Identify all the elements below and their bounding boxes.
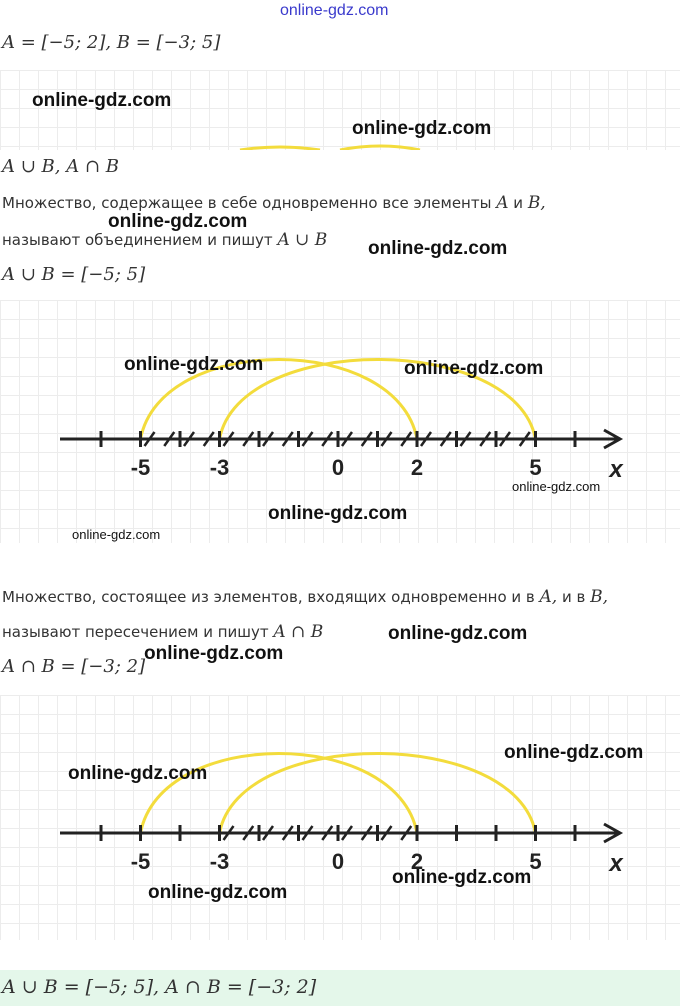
- intersection-symbol: A ∩ B: [273, 622, 324, 642]
- watermark[interactable]: online-gdz.com: [32, 90, 172, 111]
- answer-box: [0, 970, 680, 1006]
- axis-label-x: x: [609, 850, 623, 877]
- watermark[interactable]: online-gdz.com: [388, 623, 528, 644]
- tick-label: 5: [529, 455, 542, 480]
- watermark[interactable]: online-gdz.com: [68, 763, 208, 784]
- set-a-symbol: A,: [539, 587, 558, 607]
- sets-definition: A = [−5; 2], B = [−3; 5]: [2, 32, 221, 53]
- tick-label: -5: [130, 455, 151, 480]
- tick-label: 5: [529, 849, 542, 874]
- axis-label-x: x: [609, 456, 623, 483]
- intersection-paragraph-text: Множество, состоящее из элементов, входящих одновременно и в: [2, 588, 535, 606]
- intersection-paragraph-line2: [2, 622, 323, 642]
- tick-label: -5: [130, 849, 151, 874]
- union-result: A ∪ B = [−5; 5]: [2, 264, 146, 285]
- union-paragraph-line1: [2, 193, 546, 213]
- watermark[interactable]: online-gdz.com: [392, 867, 532, 888]
- watermark[interactable]: online-gdz.com: [404, 358, 544, 379]
- task-line: A ∪ B, A ∩ B: [2, 156, 119, 177]
- watermark[interactable]: online-gdz.com: [148, 882, 288, 903]
- tick-label: -3: [209, 849, 230, 874]
- intersection-paragraph-text: называют пересечением и пишут: [2, 623, 269, 641]
- tick-label: 0: [331, 849, 345, 874]
- watermark[interactable]: online-gdz.com: [268, 503, 408, 524]
- watermark[interactable]: online-gdz.com: [72, 527, 161, 542]
- conjunction: и в: [562, 588, 586, 606]
- union-paragraph-text: называют объединением и пишут: [2, 231, 273, 249]
- answer-text: A ∪ B = [−5; 5], A ∩ B = [−3; 2]: [2, 976, 317, 998]
- watermark[interactable]: online-gdz.com: [504, 742, 644, 763]
- intersection-number-line: [0, 695, 680, 940]
- conjunction: и: [513, 194, 524, 212]
- tick-label: 2: [410, 455, 424, 480]
- set-b-symbol: B,: [590, 587, 609, 607]
- tick-label: -3: [209, 455, 230, 480]
- watermark[interactable]: online-gdz.com: [124, 354, 264, 375]
- tick-label: 2: [410, 849, 424, 874]
- union-paragraph-line2: [2, 230, 327, 250]
- watermark[interactable]: online-gdz.com: [144, 643, 284, 664]
- set-a-symbol: A: [496, 193, 509, 213]
- tick-label: 0: [331, 455, 345, 480]
- watermark[interactable]: online-gdz.com: [108, 211, 248, 232]
- intersection-paragraph-line1: [2, 587, 608, 607]
- watermark[interactable]: online-gdz.com: [352, 118, 492, 139]
- intersection-result: A ∩ B = [−3; 2]: [2, 656, 146, 677]
- union-symbol: A ∪ B: [277, 230, 328, 250]
- watermark[interactable]: online-gdz.com: [512, 479, 601, 494]
- arc-a-partial: [240, 147, 320, 150]
- arc-b-partial: [340, 146, 420, 150]
- watermark[interactable]: online-gdz.com: [368, 238, 508, 259]
- set-b-symbol: B,: [527, 193, 546, 213]
- intersection-number-line-chart: [0, 695, 680, 940]
- set-b-arc: [220, 754, 536, 834]
- watermark-top[interactable]: online-gdz.com: [280, 2, 389, 19]
- union-paragraph-text: Множество, содержащее в себе одновременно все элементы: [2, 194, 492, 212]
